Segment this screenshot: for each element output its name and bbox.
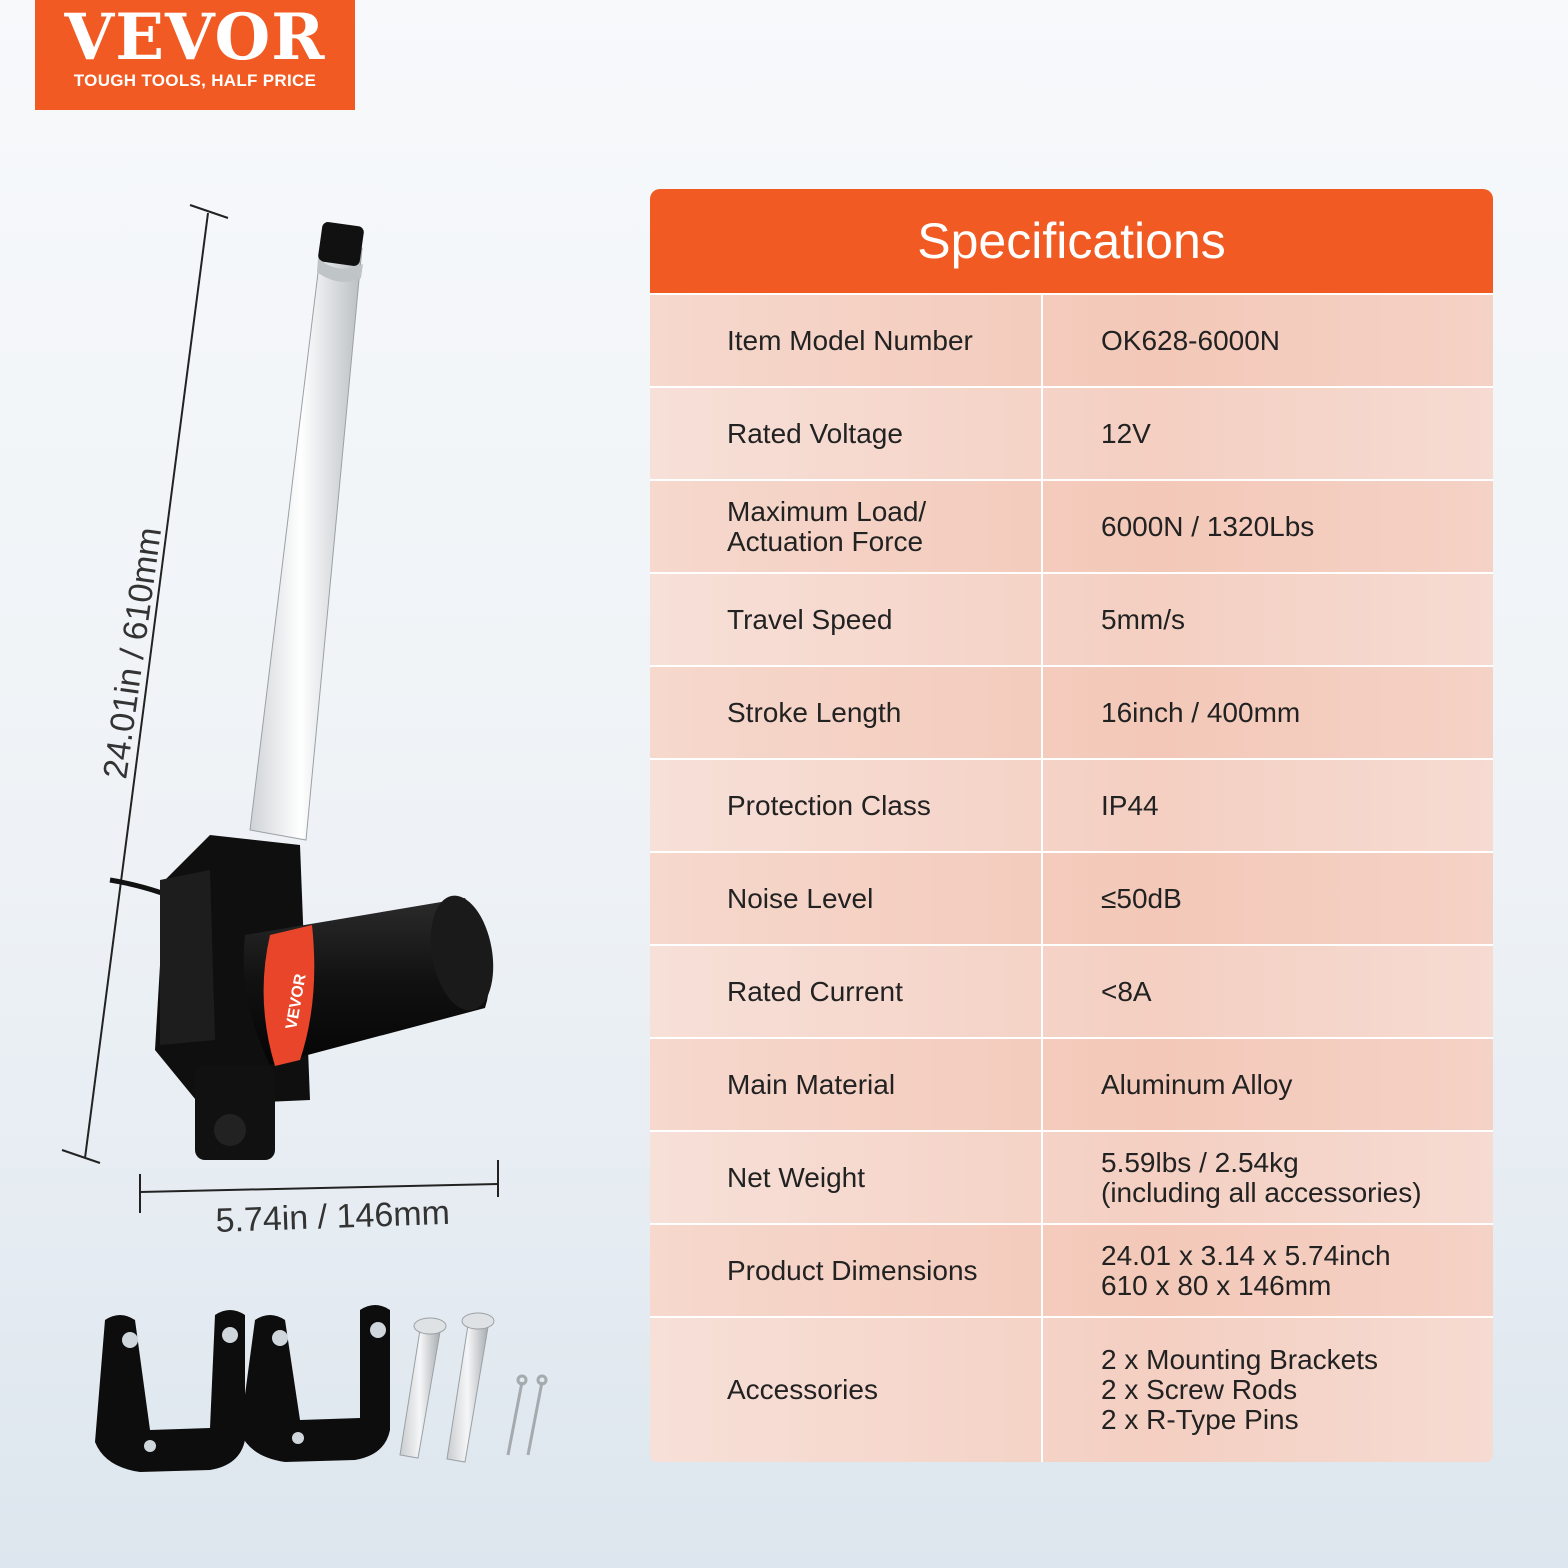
- spec-value: Aluminum Alloy: [1101, 1068, 1293, 1100]
- spec-value: 2 x Mounting Brackets 2 x Screw Rods 2 x R-Type Pins: [1101, 1344, 1379, 1435]
- vevor-logo: [35, 0, 355, 110]
- spec-value: 5mm/s: [1101, 603, 1185, 635]
- mounting-bracket-1: [95, 1310, 245, 1472]
- spec-label: Noise Level: [650, 853, 1043, 944]
- spec-label: Rated Current: [650, 946, 1043, 1037]
- r-type-pins: [508, 1376, 546, 1455]
- spec-value: 5.59lbs / 2.54kg (including all accessories): [1101, 1146, 1422, 1208]
- spec-value: ≤50dB: [1101, 882, 1182, 914]
- spec-value: IP44: [1101, 789, 1159, 821]
- product-illustration: [0, 180, 620, 1500]
- spec-row-maximum-load: [650, 481, 1493, 574]
- spec-label: Stroke Length: [650, 667, 1043, 758]
- spec-row-product-dimensions: [650, 1225, 1493, 1318]
- spec-label: Travel Speed: [650, 574, 1043, 665]
- spec-row-noise-level: [650, 853, 1493, 946]
- spec-label: Product Dimensions: [650, 1225, 1043, 1316]
- spec-label: Item Model Number: [650, 295, 1043, 386]
- screw-rods: [400, 1313, 494, 1462]
- logo-text: VEVOR: [64, 0, 326, 75]
- spec-label: Maximum Load/ Actuation Force: [650, 481, 1043, 572]
- spec-value: <8A: [1101, 975, 1152, 1007]
- spec-value: 16inch / 400mm: [1101, 696, 1301, 728]
- spec-label: Main Material: [650, 1039, 1043, 1130]
- spec-row-model-number: [650, 295, 1493, 388]
- spec-value: 12V: [1101, 417, 1151, 449]
- spec-row-rated-current: [650, 946, 1493, 1039]
- spec-value: 24.01 x 3.14 x 5.74inch 610 x 80 x 146mm: [1101, 1239, 1391, 1301]
- specifications-table: [650, 189, 1493, 1464]
- spec-label: Rated Voltage: [650, 388, 1043, 479]
- spec-label: Protection Class: [650, 760, 1043, 851]
- spec-row-accessories: [650, 1318, 1493, 1462]
- svg-text:VEVOR: VEVOR: [283, 972, 310, 1031]
- spec-value: 6000N / 1320Lbs: [1101, 510, 1315, 542]
- spec-row-rated-voltage: [650, 388, 1493, 481]
- spec-label: Accessories: [650, 1318, 1043, 1462]
- actuator: [110, 221, 502, 1160]
- spec-row-main-material: [650, 1039, 1493, 1132]
- height-dimension-label: 24.01in / 610mm: [96, 525, 170, 782]
- spec-label: Net Weight: [650, 1132, 1043, 1223]
- spec-value: OK628-6000N: [1101, 324, 1281, 356]
- logo-tagline: TOUGH TOOLS, HALF PRICE: [73, 71, 317, 90]
- specifications-title: Specifications: [650, 189, 1493, 295]
- spec-row-travel-speed: [650, 574, 1493, 667]
- spec-row-stroke-length: [650, 667, 1493, 760]
- spec-row-protection-class: [650, 760, 1493, 853]
- width-dimension-label: 5.74in / 146mm: [214, 1193, 451, 1240]
- mounting-bracket-2: [240, 1305, 390, 1462]
- spec-row-net-weight: [650, 1132, 1493, 1225]
